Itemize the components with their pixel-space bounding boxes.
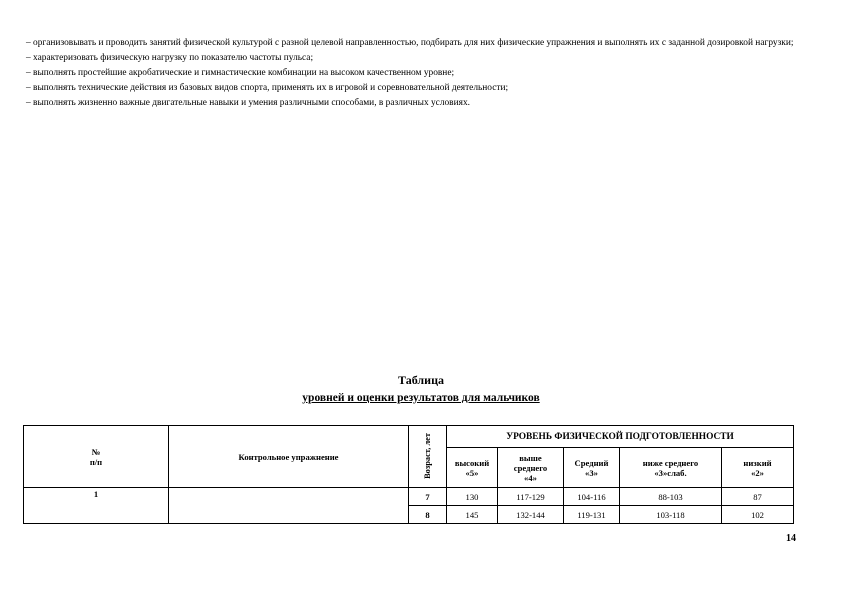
row-age: 8: [409, 506, 447, 524]
list-item: – выполнять простейшие акробатические и гимнастические комбинации на высоком качественном уровне;: [26, 68, 455, 78]
table-title: уровней и оценки результатов для мальчиков: [302, 392, 540, 404]
results-table: [23, 425, 794, 524]
cell-average: 119-131: [564, 506, 620, 524]
header-col-below-average: ниже среднего «3»слаб.: [620, 448, 722, 488]
cell-high: 145: [447, 506, 498, 524]
list-item: – выполнять жизненно важные двигательные навыки и умения различными способами, в различных условиях.: [26, 98, 470, 108]
header-age: Возраст, лет: [409, 426, 447, 488]
header-col-low: низкий «2»: [722, 448, 794, 488]
cell-low: 87: [722, 488, 794, 506]
page-number: 14: [786, 533, 796, 544]
header-col-above-average: выше среднего «4»: [498, 448, 564, 488]
table-caption: Таблица: [398, 373, 444, 387]
header-col-high: высокий «5»: [447, 448, 498, 488]
requirements-list: [26, 36, 806, 111]
row-age: 7: [409, 488, 447, 506]
cell-above-average: 132-144: [498, 506, 564, 524]
cell-below-average: 88-103: [620, 488, 722, 506]
table-row: [24, 488, 794, 506]
cell-high: 130: [447, 488, 498, 506]
header-col-average: Средний «3»: [564, 448, 620, 488]
header-level: УРОВЕНЬ ФИЗИЧЕСКОЙ ПОДГОТОВЛЕННОСТИ: [447, 426, 794, 448]
row-exercise: [169, 488, 409, 524]
list-item: – организовывать и проводить занятий физической культурой с разной целевой направленностью, подбирать для них физические упражнения и выполнять их с заданной дозировкой нагрузки;: [26, 38, 794, 48]
cell-above-average: 117-129: [498, 488, 564, 506]
list-item: – характеризовать физическую нагрузку по показателю частоты пульса;: [26, 53, 314, 63]
cell-low: 102: [722, 506, 794, 524]
cell-below-average: 103-118: [620, 506, 722, 524]
list-item: – выполнять технические действия из базовых видов спорта, применять их в игровой и соревновательной деятельности;: [26, 83, 509, 93]
header-number: № п/п: [24, 426, 169, 488]
header-exercise: Контрольное упражнение: [169, 426, 409, 488]
cell-average: 104-116: [564, 488, 620, 506]
row-number: 1: [24, 488, 169, 524]
